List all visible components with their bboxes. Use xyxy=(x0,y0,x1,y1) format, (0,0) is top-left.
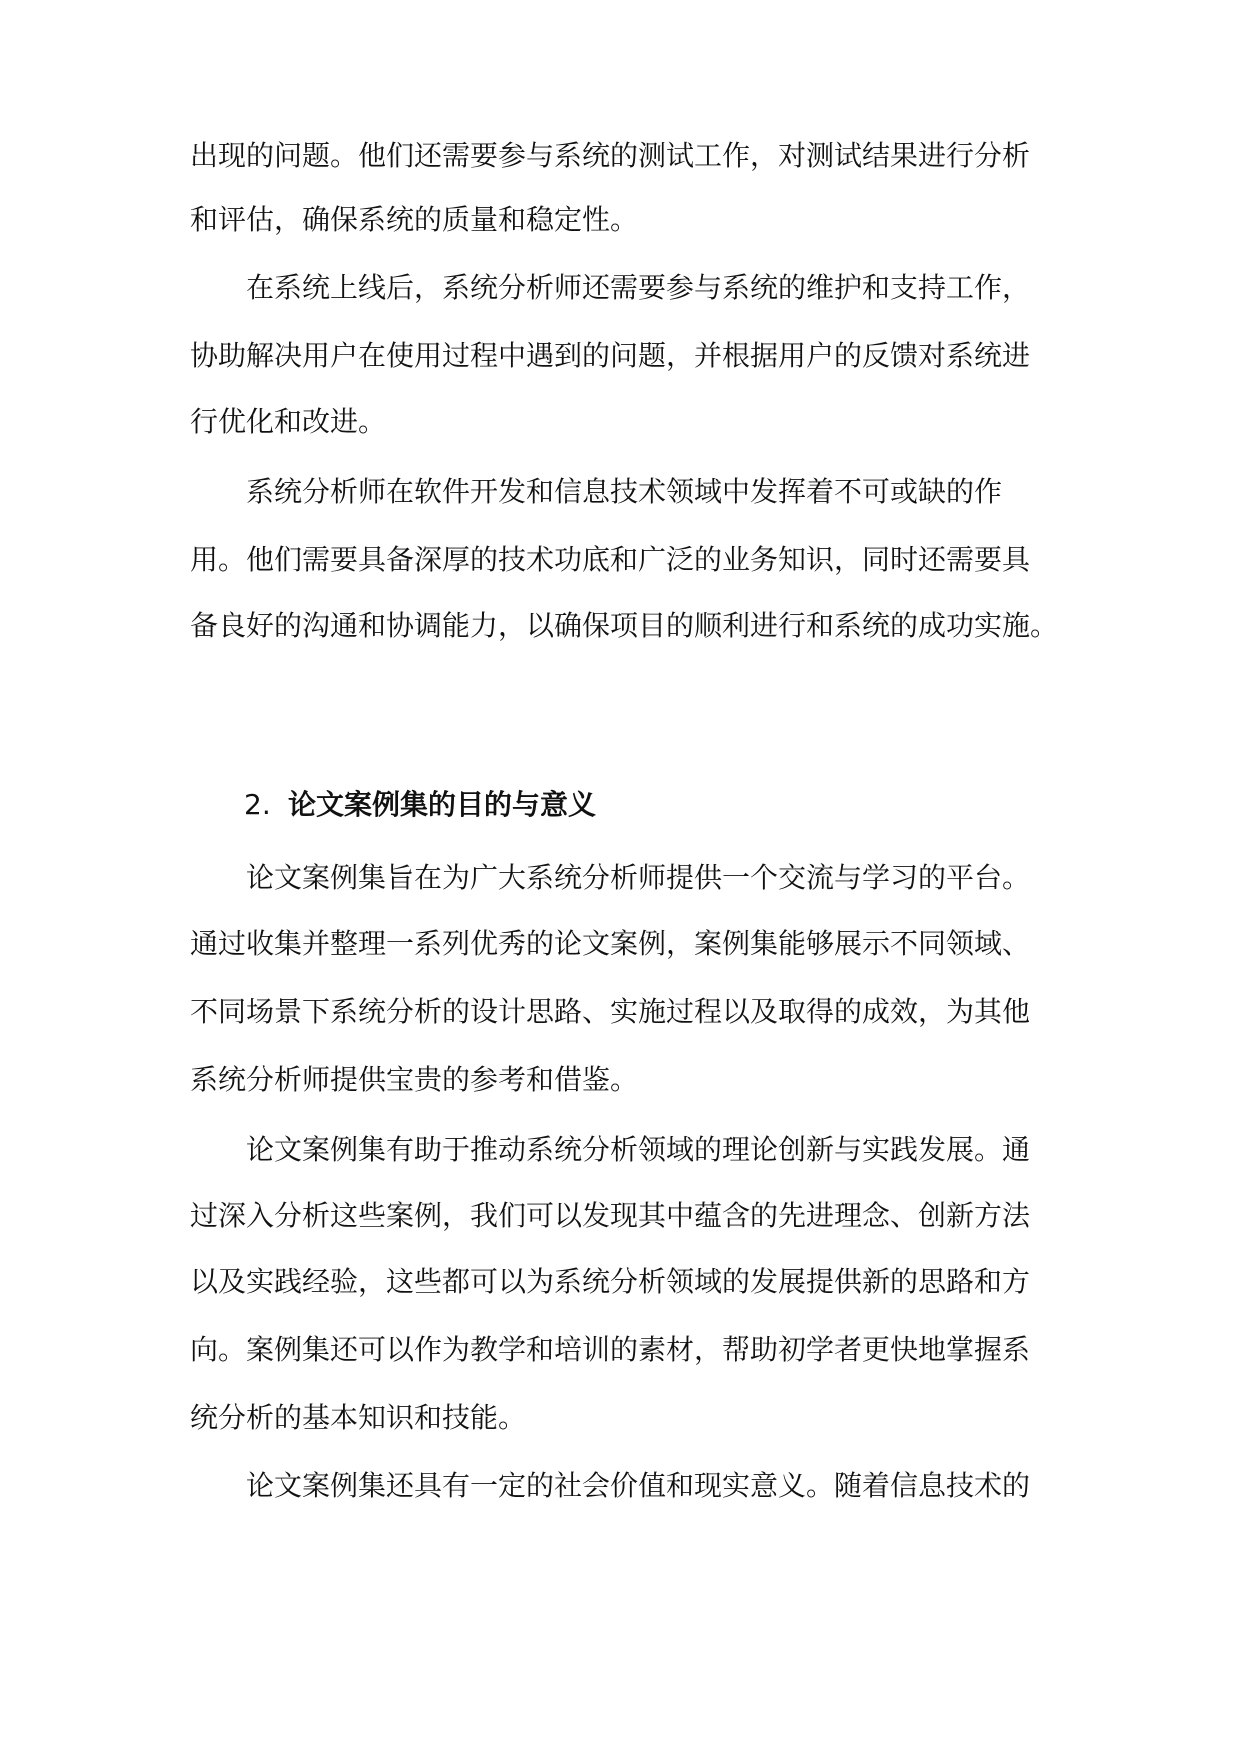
section-heading xyxy=(244,785,596,825)
section-paragraph-1-line-1: 论文案例集旨在为广大系统分析师提供一个交流与学习的平台。 xyxy=(246,861,1031,894)
section-paragraph-2-line-5: 统分析的基本知识和技能。 xyxy=(190,1401,527,1434)
section-number: 2. xyxy=(244,788,271,821)
paragraph-3-line-1: 系统分析师在软件开发和信息技术领域中发挥着不可或缺的作 xyxy=(246,475,1003,508)
paragraph-1-line-1: 出现的问题。他们还需要参与系统的测试工作，对测试结果进行分析 xyxy=(190,139,1031,172)
section-paragraph-2-line-4: 向。案例集还可以作为教学和培训的素材，帮助初学者更快地掌握系 xyxy=(190,1333,1031,1366)
section-paragraph-3-line-1: 论文案例集还具有一定的社会价值和现实意义。随着信息技术的 xyxy=(246,1469,1031,1502)
section-paragraph-1-line-2: 通过收集并整理一系列优秀的论文案例，案例集能够展示不同领域、 xyxy=(190,927,1031,960)
section-title: 论文案例集的目的与意义 xyxy=(288,788,597,821)
paragraph-3-line-2: 用。他们需要具备深厚的技术功底和广泛的业务知识，同时还需要具 xyxy=(190,543,1031,576)
paragraph-2-line-3: 行优化和改进。 xyxy=(190,405,387,438)
section-paragraph-2-line-2: 过深入分析这些案例，我们可以发现其中蕴含的先进理念、创新方法 xyxy=(190,1199,1031,1232)
paragraph-2-line-2: 协助解决用户在使用过程中遇到的问题，并根据用户的反馈对系统进 xyxy=(190,339,1031,372)
section-paragraph-1-line-4: 系统分析师提供宝贵的参考和借鉴。 xyxy=(190,1063,639,1096)
paragraph-1-line-2: 和评估，确保系统的质量和稳定性。 xyxy=(190,203,639,236)
paragraph-2-line-1: 在系统上线后，系统分析师还需要参与系统的维护和支持工作， xyxy=(246,271,1031,304)
section-paragraph-2-line-3: 以及实践经验，这些都可以为系统分析领域的发展提供新的思路和方 xyxy=(190,1265,1031,1298)
section-paragraph-1-line-3: 不同场景下系统分析的设计思路、实施过程以及取得的成效，为其他 xyxy=(190,995,1031,1028)
paragraph-3-line-3: 备良好的沟通和协调能力，以确保项目的顺利进行和系统的成功实施。 xyxy=(190,609,1059,642)
section-paragraph-2-line-1: 论文案例集有助于推动系统分析领域的理论创新与实践发展。通 xyxy=(246,1133,1031,1166)
